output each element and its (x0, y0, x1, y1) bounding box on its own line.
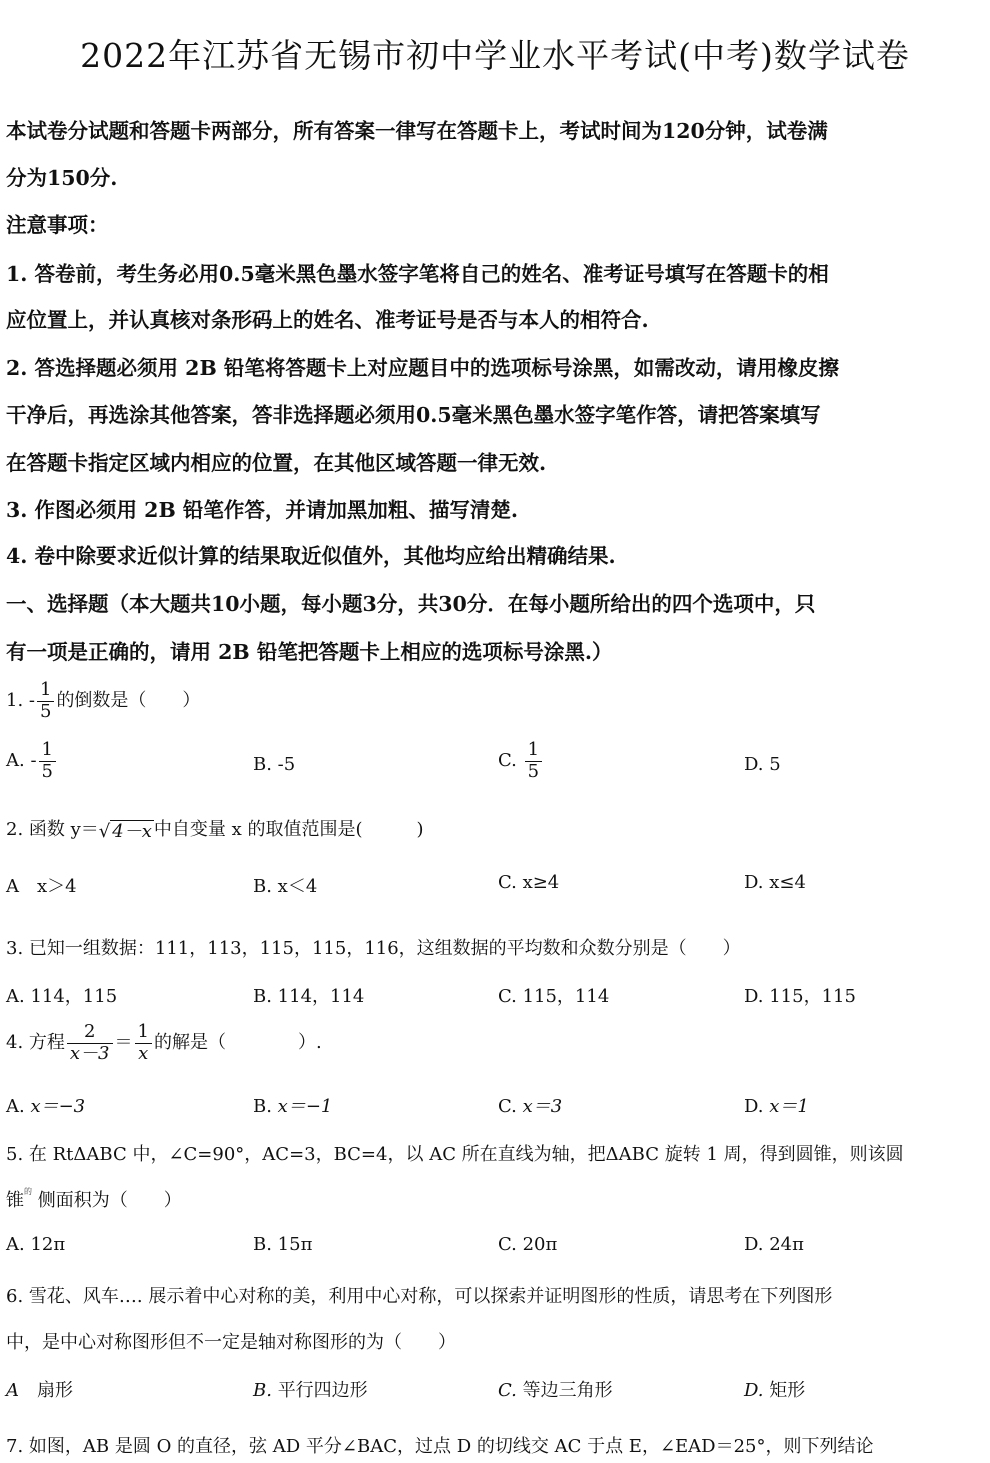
section-heading-line-2: 有一项是正确的，请用 2B 铅笔把答题卡上相应的选项标号涂黑.） (6, 640, 613, 664)
notice-line: 应位置上，并认真核对条形码上的姓名、准考证号是否与本人的相符合. (6, 308, 649, 332)
q5-option-d: D. 24π (744, 1234, 804, 1255)
q3-option-b: B. 114，114 (253, 986, 365, 1007)
notice-line: 1. 答卷前，考生务必用0.5毫米黑色墨水签字笔将自己的姓名、准考证号填写在答题卡的相 (6, 262, 829, 286)
q6-option-a: A 扇形 (6, 1380, 73, 1401)
q4-option-b: B. x＝−1 (253, 1096, 333, 1117)
q4-option-c: C. x＝3 (498, 1096, 563, 1117)
q1-option-d: D. 5 (744, 754, 781, 775)
q2-option-a: A x＞4 (6, 876, 77, 897)
question-3: 3. 已知一组数据：111，113，115，115，116，这组数据的平均数和众数分别是（ ） (6, 938, 741, 959)
q2-option-b: B. x＜4 (253, 876, 318, 897)
question-5-line-2: 锥$^的$ 侧面积为（ ） (6, 1187, 182, 1211)
notice-line: 4. 卷中除要求近似计算的结果取近似值外，其他均应给出精确结果. (6, 544, 616, 568)
question-5-line-1: 5. 在 RtΔABC 中，∠C=90°，AC=3，BC=4，以 AC 所在直线为轴，把ΔABC 旋转 1 周，得到圆锥，则该圆 (6, 1144, 904, 1165)
q2-option-d: D. x≤4 (744, 872, 806, 893)
q1-option-b: B. -5 (253, 754, 296, 775)
question-4: 4. 方程 $\frac{2}{x-3}$ ＝ $\frac{1}{x}$ 的解是（ ）. (6, 1021, 322, 1064)
q6-option-b: B. 平行四边形 (253, 1380, 368, 1401)
q5-option-b: B. 15π (253, 1234, 313, 1255)
q1-option-a: A. - $\frac{1}{5}$ (6, 740, 58, 782)
document-title: 2022年江苏省无锡市初中学业水平考试(中考)数学试卷 (80, 36, 910, 75)
question-2: 2. 函数 y＝√ 4－x 中自变量 x 的取值范围是( ) (6, 819, 424, 842)
question-1: 1. - $\frac{1}{5}$ 的倒数是（ ） (6, 679, 201, 722)
q4-option-a: A. x＝−3 (6, 1096, 86, 1117)
intro-line-1: 本试卷分试题和答题卡两部分，所有答案一律写在答题卡上，考试时间为120分钟，试卷满 (6, 119, 828, 143)
q1-option-c: C. $\frac{1}{5}$ (498, 740, 544, 782)
square-root: √ 4－x (98, 821, 152, 842)
q5-option-c: C. 20π (498, 1234, 558, 1255)
intro-line-2: 分为150分. (6, 166, 118, 190)
q2-option-c: C. x≥4 (498, 872, 560, 893)
notice-line: 2. 答选择题必须用 2B 铅笔将答题卡上对应题目中的选项标号涂黑，如需改动，请用橡皮擦 (6, 356, 839, 380)
section-heading-line-1: 一、选择题（本大题共10小题，每小题3分，共30分．在每小题所给出的四个选项中，只 (6, 592, 816, 616)
q3-option-c: C. 115，114 (498, 986, 610, 1007)
notice-line: 干净后，再选涂其他答案，答非选择题必须用0.5毫米黑色墨水签字笔作答，请把答案填写 (6, 403, 821, 427)
q3-option-d: D. 115，115 (744, 986, 856, 1007)
question-6-line-2: 中，是中心对称图形但不一定是轴对称图形的为（ ） (6, 1332, 456, 1353)
q5-option-a: A. 12π (6, 1234, 66, 1255)
q3-option-a: A. 114，115 (6, 986, 118, 1007)
q6-option-c: C. 等边三角形 (498, 1380, 613, 1401)
q4-option-d: D. x＝1 (744, 1096, 809, 1117)
question-6-line-1: 6. 雪花、风车…. 展示着中心对称的美，利用中心对称，可以探索并证明图形的性质，请思考在下列图形 (6, 1286, 833, 1307)
question-7-line-1: 7. 如图，AB 是圆 O 的直径，弦 AD 平分∠BAC，过点 D 的切线交 AC 于点 E，∠EAD＝25°，则下列结论 (6, 1436, 874, 1457)
notice-heading: 注意事项： (6, 213, 109, 237)
q6-option-d: D. 矩形 (744, 1380, 806, 1401)
notice-line: 在答题卡指定区域内相应的位置，在其他区域答题一律无效. (6, 451, 547, 475)
notice-line: 3. 作图必须用 2B 铅笔作答，并请加黑加粗、描写清楚. (6, 498, 519, 522)
